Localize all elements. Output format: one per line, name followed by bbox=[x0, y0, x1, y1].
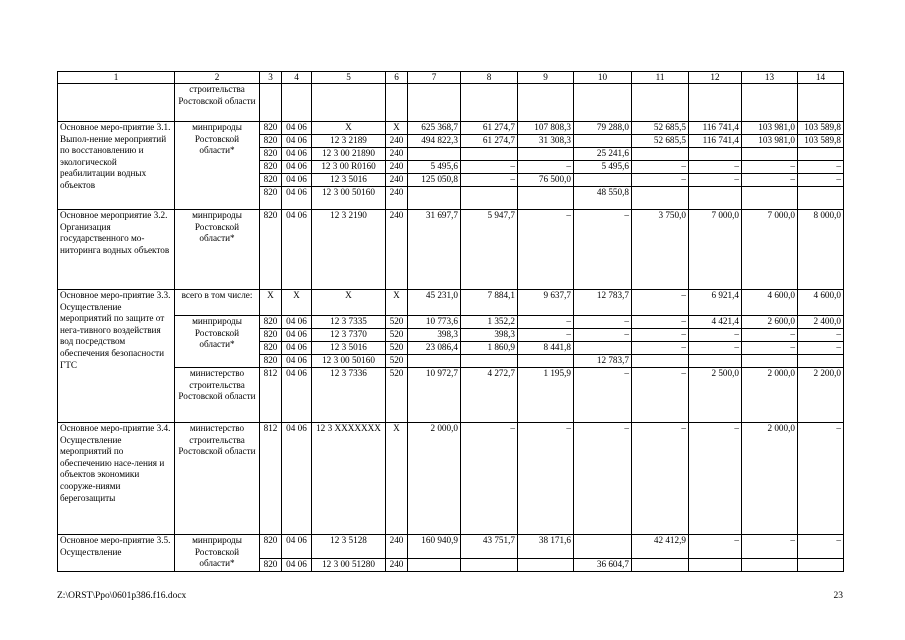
empty-cell bbox=[798, 84, 844, 122]
value-cell bbox=[408, 559, 461, 572]
value-cell: 12 3 2189 bbox=[312, 135, 386, 148]
header-cell: 8 bbox=[461, 72, 518, 84]
header-cell: 10 bbox=[574, 72, 632, 84]
table-row bbox=[58, 368, 844, 423]
value-cell: 6 921,4 bbox=[689, 290, 742, 316]
value-cell bbox=[798, 559, 844, 572]
value-cell: 36 604,7 bbox=[574, 559, 632, 572]
value-cell bbox=[689, 187, 742, 210]
value-cell: – bbox=[518, 210, 574, 290]
value-cell: 2 600,0 bbox=[742, 316, 798, 329]
value-cell: 820 bbox=[260, 316, 282, 329]
value-cell bbox=[742, 187, 798, 210]
value-cell: 1 352,2 bbox=[461, 316, 518, 329]
budget-table bbox=[57, 71, 844, 572]
empty-cell bbox=[689, 84, 742, 122]
empty-cell bbox=[518, 84, 574, 122]
value-cell: – bbox=[689, 342, 742, 355]
measure-name-cell: Основное меро-приятие 3.4. Осуществление мероприятий по обеспечению насе-ления и объектов экономики сооруже-ниями берегозащиты bbox=[58, 423, 175, 535]
value-cell bbox=[632, 559, 689, 572]
value-cell: 103 981,0 bbox=[742, 122, 798, 135]
table-row bbox=[58, 423, 844, 535]
value-cell: 4 600,0 bbox=[742, 290, 798, 316]
value-cell: – bbox=[574, 423, 632, 535]
value-cell: 103 589,8 bbox=[798, 135, 844, 148]
value-cell: 9 637,7 bbox=[518, 290, 574, 316]
header-cell: 7 bbox=[408, 72, 461, 84]
header-cell: 3 bbox=[260, 72, 282, 84]
value-cell: 12 3 00 50160 bbox=[312, 187, 386, 210]
value-cell: 820 bbox=[260, 148, 282, 161]
value-cell: 12 3 7336 bbox=[312, 368, 386, 423]
footer-page-number: 23 bbox=[833, 591, 843, 601]
value-cell: 12 3 00 R0160 bbox=[312, 161, 386, 174]
value-cell: – bbox=[632, 290, 689, 316]
value-cell: – bbox=[518, 161, 574, 174]
value-cell: 240 bbox=[386, 161, 408, 174]
value-cell bbox=[518, 187, 574, 210]
value-cell: 820 bbox=[260, 122, 282, 135]
value-cell: 125 050,8 bbox=[408, 174, 461, 187]
value-cell: 12 3 5016 bbox=[312, 342, 386, 355]
value-cell: 7 884,1 bbox=[461, 290, 518, 316]
value-cell: 48 550,8 bbox=[574, 187, 632, 210]
value-cell: 820 bbox=[260, 174, 282, 187]
header-cell: 6 bbox=[386, 72, 408, 84]
value-cell bbox=[632, 187, 689, 210]
value-cell: 10 972,7 bbox=[408, 368, 461, 423]
value-cell: 31 697,7 bbox=[408, 210, 461, 290]
value-cell: – bbox=[632, 342, 689, 355]
value-cell: 04 06 bbox=[282, 187, 312, 210]
value-cell: 12 3 2190 bbox=[312, 210, 386, 290]
value-cell: 1 860,9 bbox=[461, 342, 518, 355]
value-cell: 12 783,7 bbox=[574, 355, 632, 368]
value-cell: 4 600,0 bbox=[798, 290, 844, 316]
value-cell: X bbox=[386, 122, 408, 135]
organization-cell: министерство строительства Ростовской области bbox=[175, 423, 260, 535]
value-cell: 820 bbox=[260, 210, 282, 290]
value-cell: 4 272,7 bbox=[461, 368, 518, 423]
value-cell: 04 06 bbox=[282, 148, 312, 161]
value-cell: 12 3 00 51280 bbox=[312, 559, 386, 572]
value-cell: 12 3 XXXXXXX bbox=[312, 423, 386, 535]
value-cell: – bbox=[461, 174, 518, 187]
empty-cell bbox=[312, 84, 386, 122]
value-cell bbox=[689, 148, 742, 161]
value-cell: 520 bbox=[386, 355, 408, 368]
value-cell: – bbox=[574, 316, 632, 329]
value-cell: 52 685,5 bbox=[632, 135, 689, 148]
value-cell: 4 421,4 bbox=[689, 316, 742, 329]
value-cell bbox=[408, 355, 461, 368]
empty-cell bbox=[282, 84, 312, 122]
value-cell: – bbox=[798, 535, 844, 559]
value-cell: 240 bbox=[386, 535, 408, 559]
value-cell: 04 06 bbox=[282, 368, 312, 423]
header-cell: 12 bbox=[689, 72, 742, 84]
empty-cell bbox=[408, 84, 461, 122]
header-cell: 11 bbox=[632, 72, 689, 84]
value-cell: 04 06 bbox=[282, 329, 312, 342]
value-cell: 43 751,7 bbox=[461, 535, 518, 559]
header-cell: 4 bbox=[282, 72, 312, 84]
value-cell: 52 685,5 bbox=[632, 122, 689, 135]
value-cell: – bbox=[632, 368, 689, 423]
value-cell: 2 000,0 bbox=[742, 368, 798, 423]
value-cell: 103 981,0 bbox=[742, 135, 798, 148]
value-cell: 12 3 5016 bbox=[312, 174, 386, 187]
value-cell bbox=[742, 355, 798, 368]
value-cell bbox=[742, 148, 798, 161]
value-cell: – bbox=[632, 316, 689, 329]
empty-cell bbox=[632, 84, 689, 122]
value-cell: – bbox=[689, 535, 742, 559]
empty-cell bbox=[58, 84, 175, 122]
value-cell: 12 3 00 21890 bbox=[312, 148, 386, 161]
value-cell: 398,3 bbox=[461, 329, 518, 342]
value-cell bbox=[461, 148, 518, 161]
value-cell: – bbox=[798, 161, 844, 174]
empty-cell bbox=[386, 84, 408, 122]
empty-cell bbox=[574, 84, 632, 122]
value-cell: 10 773,6 bbox=[408, 316, 461, 329]
measure-name-cell: Основное меро-приятие 3.1. Выпол-нение мероприятий по восстановлению и экологической реабилитации водных объектов bbox=[58, 122, 175, 210]
value-cell: 520 bbox=[386, 368, 408, 423]
value-cell: 160 940,9 bbox=[408, 535, 461, 559]
value-cell bbox=[798, 148, 844, 161]
value-cell: 7 000,0 bbox=[689, 210, 742, 290]
header-cell: 5 bbox=[312, 72, 386, 84]
value-cell: – bbox=[689, 423, 742, 535]
table-body bbox=[58, 72, 844, 572]
value-cell: – bbox=[742, 329, 798, 342]
header-row bbox=[58, 72, 844, 84]
value-cell: 04 06 bbox=[282, 355, 312, 368]
table-row bbox=[58, 122, 844, 135]
value-cell: 2 000,0 bbox=[408, 423, 461, 535]
value-cell: X bbox=[282, 290, 312, 316]
value-cell: 820 bbox=[260, 161, 282, 174]
table-row bbox=[58, 535, 844, 559]
value-cell bbox=[632, 148, 689, 161]
value-cell: 8 000,0 bbox=[798, 210, 844, 290]
measure-name-cell: Основное мероприятие 3.2. Организация государственного мо-ниторинга водных объектов bbox=[58, 210, 175, 290]
table-row bbox=[58, 210, 844, 290]
value-cell: – bbox=[689, 174, 742, 187]
value-cell: – bbox=[518, 329, 574, 342]
value-cell: 04 06 bbox=[282, 161, 312, 174]
value-cell: – bbox=[632, 161, 689, 174]
value-cell: 38 171,6 bbox=[518, 535, 574, 559]
value-cell: 820 bbox=[260, 329, 282, 342]
value-cell: 76 500,0 bbox=[518, 174, 574, 187]
empty-cell bbox=[742, 84, 798, 122]
value-cell: 04 06 bbox=[282, 122, 312, 135]
value-cell: 42 412,9 bbox=[632, 535, 689, 559]
value-cell: 8 441,8 bbox=[518, 342, 574, 355]
value-cell: – bbox=[798, 174, 844, 187]
continuation-row bbox=[58, 84, 844, 122]
organization-cell: минприроды Ростовской области* bbox=[175, 122, 260, 210]
value-cell bbox=[574, 342, 632, 355]
header-cell: 2 bbox=[175, 72, 260, 84]
value-cell bbox=[742, 559, 798, 572]
value-cell: – bbox=[518, 316, 574, 329]
value-cell: 04 06 bbox=[282, 423, 312, 535]
value-cell: 103 589,8 bbox=[798, 122, 844, 135]
value-cell: 04 06 bbox=[282, 316, 312, 329]
value-cell: – bbox=[798, 342, 844, 355]
value-cell: 04 06 bbox=[282, 210, 312, 290]
value-cell: 5 495,6 bbox=[408, 161, 461, 174]
organization-cell: всего в том числе: bbox=[175, 290, 260, 316]
empty-cell bbox=[260, 84, 282, 122]
value-cell bbox=[574, 535, 632, 559]
value-cell: X bbox=[386, 290, 408, 316]
value-cell: 820 bbox=[260, 187, 282, 210]
value-cell: – bbox=[632, 174, 689, 187]
value-cell: 79 288,0 bbox=[574, 122, 632, 135]
value-cell: – bbox=[632, 329, 689, 342]
value-cell: 2 200,0 bbox=[798, 368, 844, 423]
value-cell bbox=[798, 355, 844, 368]
value-cell bbox=[689, 355, 742, 368]
value-cell: 12 3 7335 bbox=[312, 316, 386, 329]
value-cell: 116 741,4 bbox=[689, 135, 742, 148]
value-cell: – bbox=[689, 329, 742, 342]
value-cell: – bbox=[632, 423, 689, 535]
organization-cell: минприроды Ростовской области* bbox=[175, 535, 260, 572]
header-cell: 13 bbox=[742, 72, 798, 84]
value-cell bbox=[408, 187, 461, 210]
value-cell: 04 06 bbox=[282, 174, 312, 187]
value-cell: 7 000,0 bbox=[742, 210, 798, 290]
value-cell bbox=[632, 355, 689, 368]
value-cell: 240 bbox=[386, 135, 408, 148]
value-cell bbox=[518, 355, 574, 368]
value-cell: 25 241,6 bbox=[574, 148, 632, 161]
value-cell: 398,3 bbox=[408, 329, 461, 342]
table-row bbox=[58, 316, 844, 329]
value-cell: 12 783,7 bbox=[574, 290, 632, 316]
measure-name-cell: Основное меро-приятие 3.5. Осуществление bbox=[58, 535, 175, 572]
value-cell: – bbox=[742, 161, 798, 174]
organization-cell: минприроды Ростовской области* bbox=[175, 210, 260, 290]
value-cell: 820 bbox=[260, 559, 282, 572]
value-cell bbox=[461, 355, 518, 368]
value-cell: – bbox=[798, 329, 844, 342]
value-cell: – bbox=[574, 329, 632, 342]
value-cell: 240 bbox=[386, 210, 408, 290]
value-cell bbox=[574, 135, 632, 148]
value-cell: – bbox=[689, 161, 742, 174]
empty-cell bbox=[461, 84, 518, 122]
value-cell: 820 bbox=[260, 342, 282, 355]
value-cell: 61 274,7 bbox=[461, 135, 518, 148]
value-cell: 12 3 5128 bbox=[312, 535, 386, 559]
value-cell: 2 400,0 bbox=[798, 316, 844, 329]
value-cell: 240 bbox=[386, 187, 408, 210]
value-cell: 240 bbox=[386, 148, 408, 161]
header-cell: 1 bbox=[58, 72, 175, 84]
value-cell: – bbox=[461, 423, 518, 535]
header-cell: 14 bbox=[798, 72, 844, 84]
value-cell: – bbox=[742, 535, 798, 559]
value-cell: X bbox=[260, 290, 282, 316]
value-cell: – bbox=[518, 423, 574, 535]
value-cell: 23 086,4 bbox=[408, 342, 461, 355]
value-cell: 12 3 7370 bbox=[312, 329, 386, 342]
value-cell: 820 bbox=[260, 355, 282, 368]
value-cell: 625 368,7 bbox=[408, 122, 461, 135]
value-cell: 520 bbox=[386, 329, 408, 342]
value-cell: 820 bbox=[260, 135, 282, 148]
value-cell: 812 bbox=[260, 423, 282, 535]
value-cell: 04 06 bbox=[282, 342, 312, 355]
value-cell: – bbox=[574, 210, 632, 290]
value-cell: X bbox=[312, 290, 386, 316]
value-cell: 494 822,3 bbox=[408, 135, 461, 148]
footer-file-path: Z:\ORST\Ppo\0601p386.f16.docx bbox=[57, 591, 187, 601]
value-cell: 2 500,0 bbox=[689, 368, 742, 423]
organization-cell: минприроды Ростовской области* bbox=[175, 316, 260, 368]
value-cell bbox=[461, 187, 518, 210]
value-cell: 240 bbox=[386, 559, 408, 572]
value-cell: – bbox=[798, 423, 844, 535]
value-cell: 240 bbox=[386, 174, 408, 187]
value-cell: X bbox=[312, 122, 386, 135]
header-cell: 9 bbox=[518, 72, 574, 84]
value-cell bbox=[408, 148, 461, 161]
organization-cell: министерство строительства Ростовской области bbox=[175, 368, 260, 423]
value-cell: – bbox=[742, 342, 798, 355]
value-cell: 520 bbox=[386, 342, 408, 355]
value-cell: 3 750,0 bbox=[632, 210, 689, 290]
value-cell: 5 495,6 bbox=[574, 161, 632, 174]
value-cell: 1 195,9 bbox=[518, 368, 574, 423]
value-cell: 520 bbox=[386, 316, 408, 329]
value-cell bbox=[518, 148, 574, 161]
measure-name-cell: Основное меро-приятие 3.3. Осуществление мероприятий по защите от нега-тивного воздействия вод посредством обеспечения безопасности ГТС bbox=[58, 290, 175, 423]
value-cell: 5 947,7 bbox=[461, 210, 518, 290]
value-cell bbox=[518, 559, 574, 572]
org-cell: строительства Ростовской области bbox=[175, 84, 260, 122]
value-cell: 04 06 bbox=[282, 559, 312, 572]
value-cell: 31 308,3 bbox=[518, 135, 574, 148]
value-cell: 820 bbox=[260, 535, 282, 559]
value-cell: 04 06 bbox=[282, 535, 312, 559]
value-cell: 812 bbox=[260, 368, 282, 423]
value-cell: 12 3 00 50160 bbox=[312, 355, 386, 368]
value-cell bbox=[574, 174, 632, 187]
value-cell: 45 231,0 bbox=[408, 290, 461, 316]
value-cell: 116 741,4 bbox=[689, 122, 742, 135]
value-cell: – bbox=[742, 174, 798, 187]
value-cell: – bbox=[461, 161, 518, 174]
value-cell bbox=[798, 187, 844, 210]
value-cell bbox=[461, 559, 518, 572]
value-cell: – bbox=[574, 368, 632, 423]
table-row bbox=[58, 290, 844, 316]
value-cell bbox=[689, 559, 742, 572]
value-cell: 04 06 bbox=[282, 135, 312, 148]
value-cell: 107 808,3 bbox=[518, 122, 574, 135]
value-cell: 61 274,7 bbox=[461, 122, 518, 135]
value-cell: X bbox=[386, 423, 408, 535]
value-cell: 2 000,0 bbox=[742, 423, 798, 535]
